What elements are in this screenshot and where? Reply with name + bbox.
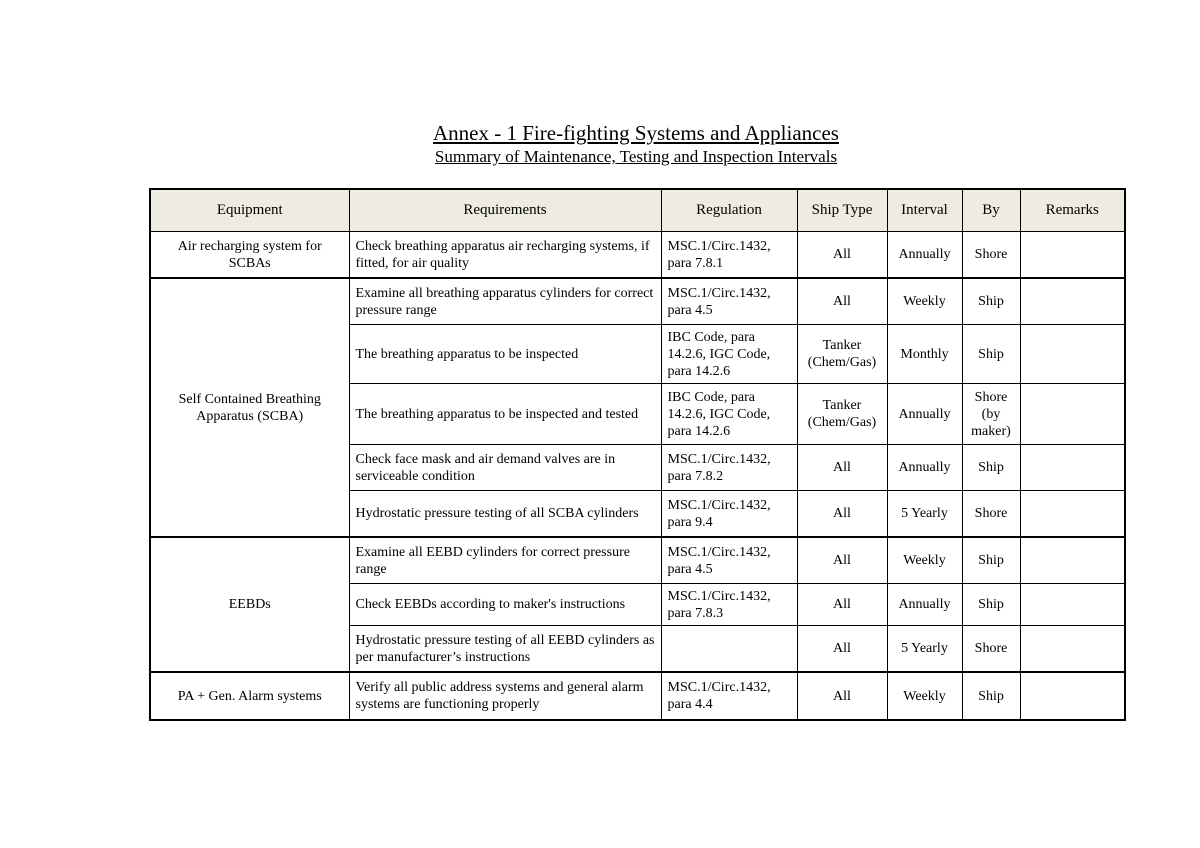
interval-cell: Weekly <box>887 537 962 584</box>
table-row <box>150 278 1125 325</box>
requirement-cell: Check breathing apparatus air recharging systems, if fitted, for air quality <box>349 232 661 279</box>
requirement-cell: Examine all EEBD cylinders for correct pressure range <box>349 537 661 584</box>
column-header-equipment: Equipment <box>150 189 349 232</box>
requirement-cell: The breathing apparatus to be inspected and tested <box>349 384 661 445</box>
remarks-cell <box>1020 537 1125 584</box>
by-cell: Ship <box>962 584 1020 626</box>
page-title: Annex - 1 Fire-fighting Systems and Appliances <box>433 121 839 145</box>
equipment-cell: Air recharging system for SCBAs <box>150 232 349 279</box>
regulation-cell: MSC.1/Circ.1432, para 7.8.2 <box>661 445 797 491</box>
ship-type-cell: All <box>797 626 887 673</box>
ship-type-cell: All <box>797 232 887 279</box>
interval-cell: 5 Yearly <box>887 491 962 538</box>
interval-cell: Annually <box>887 232 962 279</box>
column-header-interval: Interval <box>887 189 962 232</box>
table-header-row <box>150 189 1125 232</box>
table-row <box>150 537 1125 584</box>
column-header-by: By <box>962 189 1020 232</box>
regulation-cell: MSC.1/Circ.1432, para 4.4 <box>661 672 797 720</box>
ship-type-cell: All <box>797 278 887 325</box>
by-cell: Ship <box>962 672 1020 720</box>
regulation-cell: MSC.1/Circ.1432, para 7.8.3 <box>661 584 797 626</box>
by-cell: Shore (by maker) <box>962 384 1020 445</box>
remarks-cell <box>1020 278 1125 325</box>
ship-type-cell: Tanker (Chem/Gas) <box>797 325 887 384</box>
requirement-cell: Verify all public address systems and general alarm systems are functioning properly <box>349 672 661 720</box>
table-row <box>150 232 1125 279</box>
interval-cell: Weekly <box>887 672 962 720</box>
by-cell: Ship <box>962 537 1020 584</box>
table-row <box>150 672 1125 720</box>
interval-cell: Annually <box>887 445 962 491</box>
remarks-cell <box>1020 232 1125 279</box>
page-subtitle: Summary of Maintenance, Testing and Inspection Intervals <box>434 147 838 166</box>
ship-type-cell: All <box>797 672 887 720</box>
interval-cell: 5 Yearly <box>887 626 962 673</box>
equipment-cell: Self Contained Breathing Apparatus (SCBA) <box>150 278 349 537</box>
interval-cell: Monthly <box>887 325 962 384</box>
requirement-cell: Examine all breathing apparatus cylinders for correct pressure range <box>349 278 661 325</box>
regulation-cell: IBC Code, para 14.2.6, IGC Code, para 14.2.6 <box>661 325 797 384</box>
by-cell: Ship <box>962 445 1020 491</box>
requirement-cell: Hydrostatic pressure testing of all EEBD cylinders as per manufacturer’s instructions <box>349 626 661 673</box>
by-cell: Shore <box>962 232 1020 279</box>
equipment-cell: PA + Gen. Alarm systems <box>150 672 349 720</box>
regulation-cell <box>661 626 797 673</box>
remarks-cell <box>1020 672 1125 720</box>
requirement-cell: Check face mask and air demand valves are in serviceable condition <box>349 445 661 491</box>
ship-type-cell: All <box>797 445 887 491</box>
ship-type-cell: All <box>797 537 887 584</box>
requirement-cell: Hydrostatic pressure testing of all SCBA cylinders <box>349 491 661 538</box>
column-header-ship-type: Ship Type <box>797 189 887 232</box>
interval-cell: Annually <box>887 584 962 626</box>
regulation-cell: MSC.1/Circ.1432, para 9.4 <box>661 491 797 538</box>
ship-type-cell: All <box>797 584 887 626</box>
intervals-table <box>149 188 1126 721</box>
interval-cell: Annually <box>887 384 962 445</box>
requirement-cell: The breathing apparatus to be inspected <box>349 325 661 384</box>
remarks-cell <box>1020 626 1125 673</box>
remarks-cell <box>1020 384 1125 445</box>
ship-type-cell: Tanker (Chem/Gas) <box>797 384 887 445</box>
regulation-cell: MSC.1/Circ.1432, para 4.5 <box>661 537 797 584</box>
column-header-regulation: Regulation <box>661 189 797 232</box>
by-cell: Ship <box>962 278 1020 325</box>
regulation-cell: MSC.1/Circ.1432, para 4.5 <box>661 278 797 325</box>
title-block <box>0 120 1200 168</box>
remarks-cell <box>1020 445 1125 491</box>
regulation-cell: IBC Code, para 14.2.6, IGC Code, para 14.2.6 <box>661 384 797 445</box>
interval-cell: Weekly <box>887 278 962 325</box>
by-cell: Shore <box>962 491 1020 538</box>
by-cell: Shore <box>962 626 1020 673</box>
remarks-cell <box>1020 491 1125 538</box>
remarks-cell <box>1020 584 1125 626</box>
regulation-cell: MSC.1/Circ.1432, para 7.8.1 <box>661 232 797 279</box>
column-header-requirements: Requirements <box>349 189 661 232</box>
remarks-cell <box>1020 325 1125 384</box>
requirement-cell: Check EEBDs according to maker's instructions <box>349 584 661 626</box>
ship-type-cell: All <box>797 491 887 538</box>
by-cell: Ship <box>962 325 1020 384</box>
equipment-cell: EEBDs <box>150 537 349 672</box>
column-header-remarks: Remarks <box>1020 189 1125 232</box>
